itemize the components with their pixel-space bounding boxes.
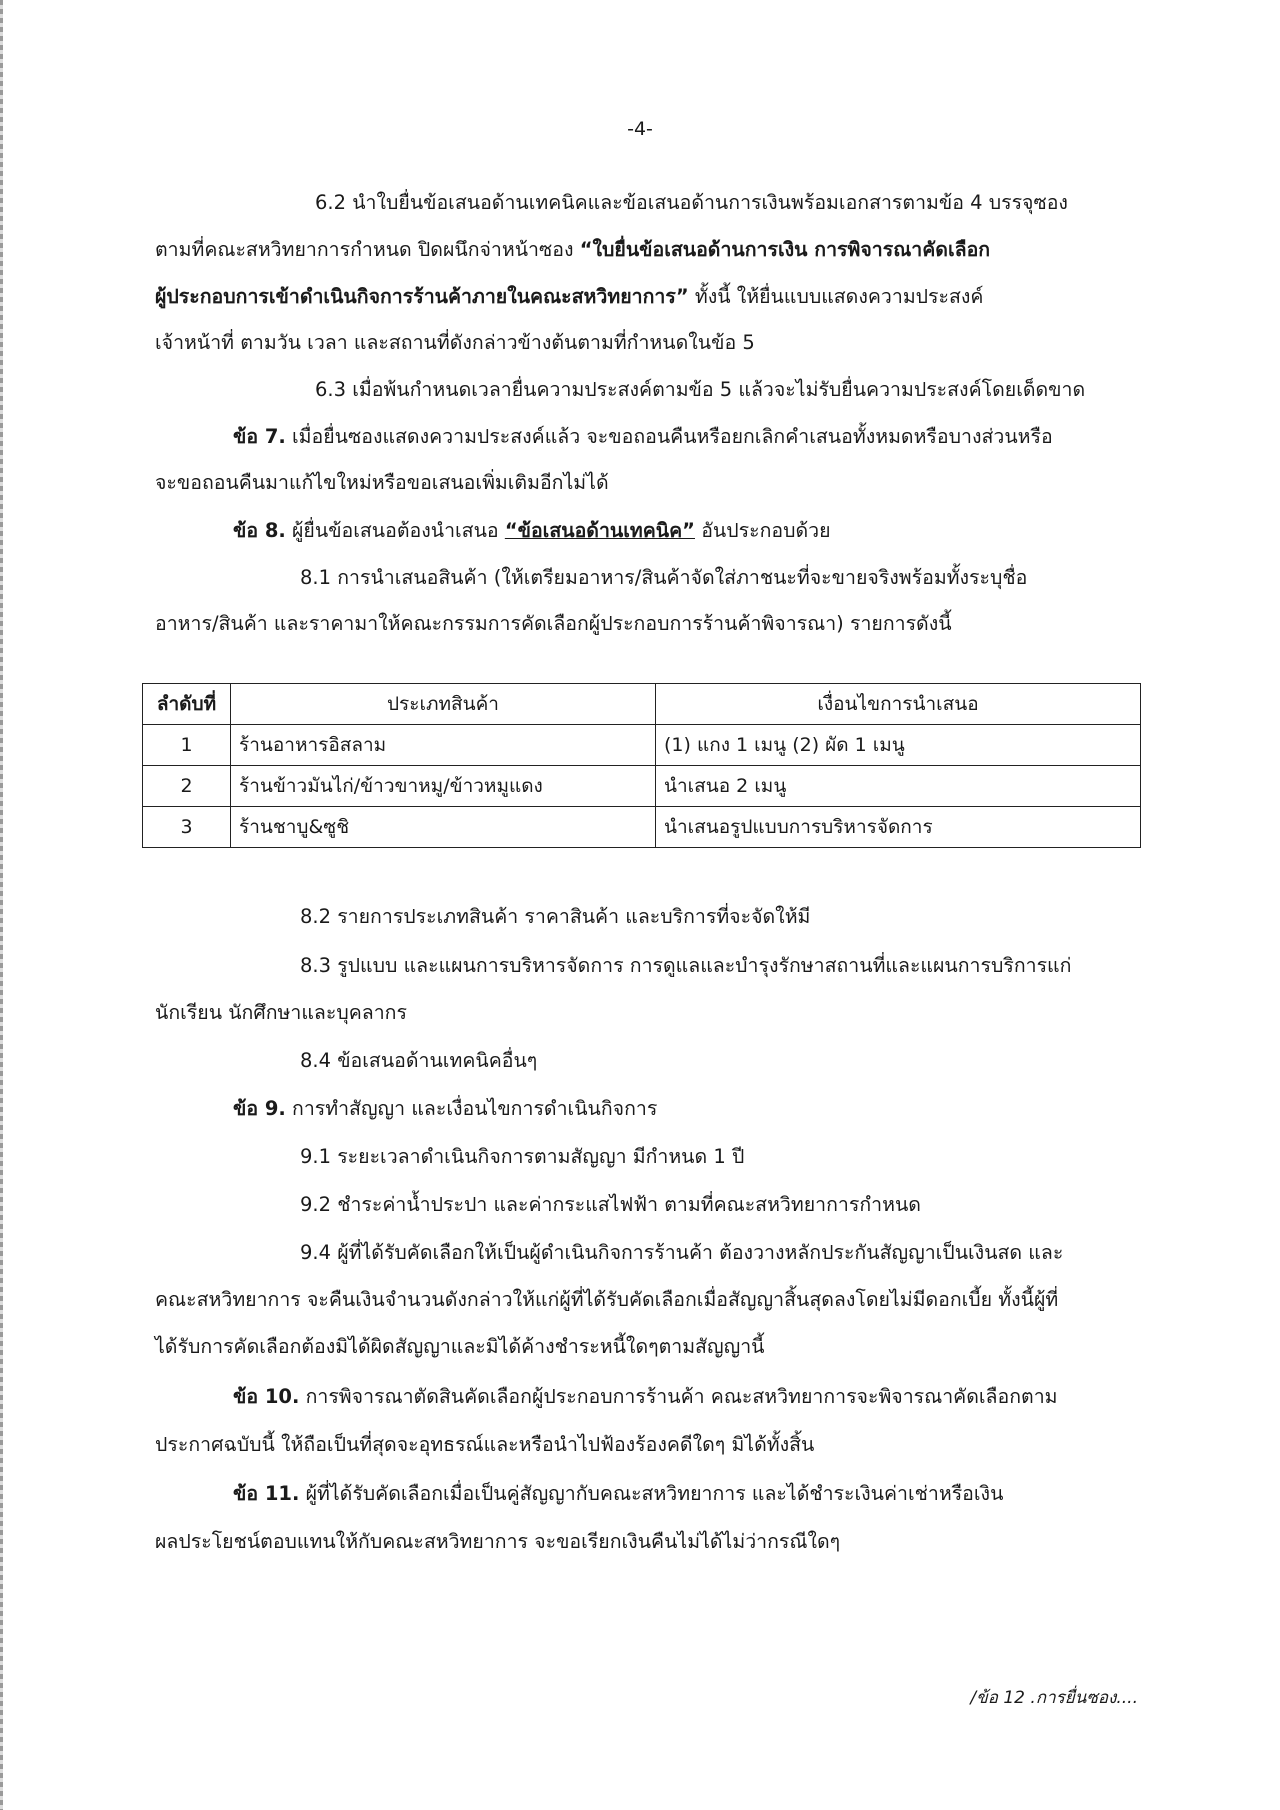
clause-7-text: เมื่อยื่นซองแสดงความประสงค์แล้ว จะขอถอนคืนหรือยกเลิกคำเสนอทั้งหมดหรือบางส่วนหรือ [285,425,1053,448]
para-6-2-line-2-text: ตามที่คณะสหวิทยาการกำหนด ปิดผนึกจ่าหน้าซอง [155,238,580,261]
para-6-2-line-2 [155,237,990,263]
clause-9-label: ข้อ 9. [233,1097,286,1120]
clause-11-label: ข้อ 11. [233,1482,300,1505]
row-order: 3 [143,807,231,848]
para-8-3-line-2: นักเรียน นักศึกษาและบุคลากร [155,1001,407,1024]
row-product-type: ร้านอาหารอิสลาม [231,725,656,766]
page-number: -4- [627,118,653,140]
para-9-4-line-3: ได้รับการคัดเลือกต้องมิได้ผิดสัญญาและมิได้ค้างชำระหนี้ใดๆตามสัญญานี้ [155,1335,765,1358]
para-6-2-line-3-text: ทั้งนี้ ให้ยื่นแบบแสดงความประสงค์ [688,285,984,308]
header-product-type: ประเภทสินค้า [231,684,656,725]
table-row [143,807,1141,848]
para-9-4-line-2: คณะสหวิทยาการ จะคืนเงินจำนวนดังกล่าวให้แก่ผู้ที่ได้รับคัดเลือกเมื่อสัญญาสิ้นสุดลงโดยไม่มีดอกเบี้ย ทั้งนี้ผู้ที่ [155,1288,1059,1311]
clause-11-line-2: ผลประโยชน์ตอบแทนให้กับคณะสหวิทยาการ จะขอเรียกเงินคืนไม่ได้ไม่ว่ากรณีใดๆ [155,1530,841,1553]
clause-8-text: ผู้ยื่นข้อเสนอต้องนำเสนอ [285,519,505,542]
table-row [143,766,1141,807]
scan-edge [0,0,3,1810]
header-order: ลำดับที่ [143,684,231,725]
para-6-2-line-4: เจ้าหน้าที่ ตามวัน เวลา และสถานที่ดังกล่าวข้างต้นตามที่กำหนดในข้อ 5 [155,331,755,354]
para-6-3: 6.3 เมื่อพ้นกำหนดเวลายื่นความประสงค์ตามข้อ 5 แล้วจะไม่รับยื่นความประสงค์โดยเด็ดขาด [315,378,1086,401]
clause-10-label: ข้อ 10. [233,1385,300,1408]
clause-9 [233,1096,657,1122]
envelope-title-part-2: ผู้ประกอบการเข้าดำเนินกิจการร้านค้าภายในคณะสหวิทยาการ” [155,285,689,308]
clause-8-text-end: อันประกอบด้วย [695,519,831,542]
para-9-4-line-1: 9.4 ผู้ที่ได้รับคัดเลือกให้เป็นผู้ดำเนินกิจการร้านค้า ต้องวางหลักประกันสัญญาเป็นเงินสด และ [300,1241,1064,1264]
clause-9-text: การทำสัญญา และเงื่อนไขการดำเนินกิจการ [285,1097,658,1120]
clause-7-line-1 [233,424,1053,450]
clause-10-text: การพิจารณาตัดสินคัดเลือกผู้ประกอบการร้านค้า คณะสหวิทยาการจะพิจารณาคัดเลือกตาม [299,1385,1058,1408]
envelope-title-part-1: “ใบยื่นข้อเสนอด้านการเงิน การพิจารณาคัดเลือก [579,238,991,261]
row-condition: (1) แกง 1 เมนู (2) ผัด 1 เมนู [656,725,1141,766]
row-condition: นำเสนอรูปแบบการบริหารจัดการ [656,807,1141,848]
clause-8-label: ข้อ 8. [233,519,286,542]
clause-7-label: ข้อ 7. [233,425,286,448]
clause-8 [233,518,831,544]
para-6-2-line-1: 6.2 นำใบยื่นข้อเสนอด้านเทคนิคและข้อเสนอด้านการเงินพร้อมเอกสารตามข้อ 4 บรรจุซอง [315,191,1068,214]
clause-11-text: ผู้ที่ได้รับคัดเลือกเมื่อเป็นคู่สัญญากับคณะสหวิทยาการ และได้ชำระเงินค่าเช่าหรือเงิน [299,1482,1004,1505]
table-header-row [143,684,1141,725]
row-order: 1 [143,725,231,766]
para-6-2-line-3 [155,284,983,310]
row-product-type: ร้านชาบู&ซูชิ [231,807,656,848]
row-product-type: ร้านข้าวมันไก่/ข้าวขาหมู/ข้าวหมูแดง [231,766,656,807]
clause-7-line-2: จะขอถอนคืนมาแก้ไขใหม่หรือขอเสนอเพิ่มเติมอีกไม่ได้ [155,471,609,494]
para-8-4: 8.4 ข้อเสนอด้านเทคนิคอื่นๆ [300,1049,538,1072]
para-8-1-line-2: อาหาร/สินค้า และราคามาให้คณะกรรมการคัดเลือกผู้ประกอบการร้านค้าพิจารณา) รายการดังนี้ [155,612,952,635]
goods-table [142,683,1141,848]
para-9-1: 9.1 ระยะเวลาดำเนินกิจการตามสัญญา มีกำหนด 1 ปี [300,1145,745,1168]
para-8-3-line-1: 8.3 รูปแบบ และแผนการบริหารจัดการ การดูแลและบำรุงรักษาสถานที่และแผนการบริการแก่ [300,954,1072,977]
clause-10-line-1 [233,1384,1058,1410]
row-condition: นำเสนอ 2 เมนู [656,766,1141,807]
clause-10-line-2: ประกาศฉบับนี้ ให้ถือเป็นที่สุดจะอุทธรณ์และหรือนำไปฟ้องร้องคดีใดๆ มิได้ทั้งสิ้น [155,1433,815,1456]
para-9-2: 9.2 ชำระค่าน้ำประปา และค่ากระแสไฟฟ้า ตามที่คณะสหวิทยาการกำหนด [300,1193,921,1216]
clause-11-line-1 [233,1481,1003,1507]
para-8-1-line-1: 8.1 การนำเสนอสินค้า (ให้เตรียมอาหาร/สินค้าจัดใส่ภาชนะที่จะขายจริงพร้อมทั้งระบุชื่อ [300,566,1028,589]
technical-proposal-term: “ข้อเสนอด้านเทคนิค” [504,519,695,542]
header-condition: เงื่อนไขการนำเสนอ [656,684,1141,725]
para-8-2: 8.2 รายการประเภทสินค้า ราคาสินค้า และบริการที่จะจัดให้มี [300,905,811,928]
table-row [143,725,1141,766]
next-page-reference: /ข้อ 12 .การยื่นซอง.... [970,1688,1138,1708]
row-order: 2 [143,766,231,807]
